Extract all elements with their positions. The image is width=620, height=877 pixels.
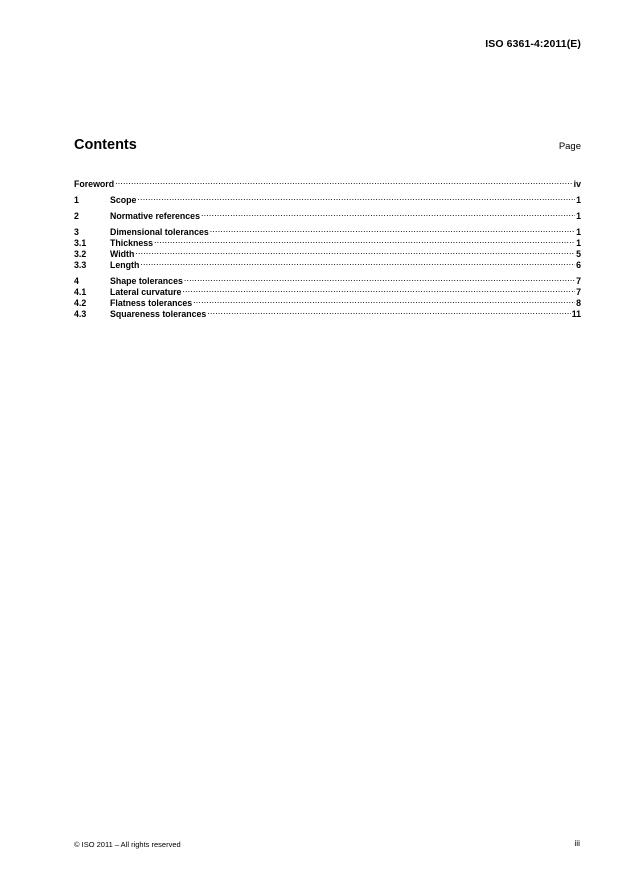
toc-dot-leader <box>201 208 575 219</box>
toc-dot-leader <box>140 257 575 268</box>
toc-entry-normative-references[interactable] <box>74 208 581 219</box>
toc-entry-page: 7 <box>576 276 581 286</box>
document-identifier: ISO 6361-4:2011(E) <box>485 38 581 50</box>
toc-entry-page: 1 <box>576 211 581 221</box>
toc-dot-leader <box>137 192 575 203</box>
toc-entry-page: 1 <box>576 195 581 205</box>
toc-entry-title: Shape tolerances <box>110 276 183 286</box>
copyright-notice: © ISO 2011 – All rights reserved <box>74 840 181 849</box>
toc-entry-number: 3.3 <box>74 260 87 270</box>
toc-dot-leader <box>115 176 573 187</box>
toc-entry-page: iv <box>573 179 581 189</box>
toc-entry-number: 4.3 <box>74 309 87 319</box>
toc-dot-leader <box>207 306 570 317</box>
toc-entry-length[interactable] <box>74 257 581 268</box>
toc-entry-title: Thickness <box>110 238 154 248</box>
toc-entry-page: 1 <box>576 227 581 237</box>
toc-entry-page: 8 <box>576 298 581 308</box>
toc-entry-title: Dimensional tolerances <box>110 227 209 237</box>
toc-entry-number: 4 <box>74 276 79 286</box>
toc-entry-number: 3.1 <box>74 238 87 248</box>
toc-entry-number: 3.2 <box>74 249 87 259</box>
table-of-contents <box>74 176 581 317</box>
toc-entry-title: Width <box>110 249 135 259</box>
toc-entry-title: Length <box>110 260 140 270</box>
toc-entry-page: 11 <box>571 309 581 319</box>
toc-entry-shape-tolerances[interactable] <box>74 273 581 284</box>
toc-entry-title: Squareness tolerances <box>110 309 207 319</box>
toc-entry-title: Foreword <box>74 179 115 189</box>
toc-entry-page: 7 <box>576 287 581 297</box>
toc-dot-leader <box>135 246 575 257</box>
toc-entry-title: Flatness tolerances <box>110 298 193 308</box>
toc-dot-leader <box>182 284 575 295</box>
toc-entry-page: 5 <box>576 249 581 259</box>
toc-entry-number: 4.1 <box>74 287 87 297</box>
toc-entry-page: 6 <box>576 260 581 270</box>
page-column-label: Page <box>558 141 581 152</box>
contents-heading: Contents <box>74 137 137 153</box>
toc-entry-page: 1 <box>576 238 581 248</box>
toc-entry-number: 2 <box>74 211 79 221</box>
toc-entry-width[interactable] <box>74 246 581 257</box>
toc-entry-foreword[interactable] <box>74 176 581 187</box>
toc-dot-leader <box>154 235 575 246</box>
toc-dot-leader <box>193 295 575 306</box>
toc-entry-title: Scope <box>110 195 137 205</box>
toc-entry-title: Normative references <box>110 211 200 221</box>
toc-entry-number: 1 <box>74 195 79 205</box>
toc-entry-number: 4.2 <box>74 298 87 308</box>
toc-entry-number: 3 <box>74 227 79 237</box>
toc-entry-dimensional-tolerances[interactable] <box>74 224 581 235</box>
toc-dot-leader <box>184 273 575 284</box>
toc-entry-title: Lateral curvature <box>110 287 182 297</box>
toc-entry-scope[interactable] <box>74 192 581 203</box>
page-number: iii <box>574 838 580 848</box>
toc-dot-leader <box>210 224 575 235</box>
